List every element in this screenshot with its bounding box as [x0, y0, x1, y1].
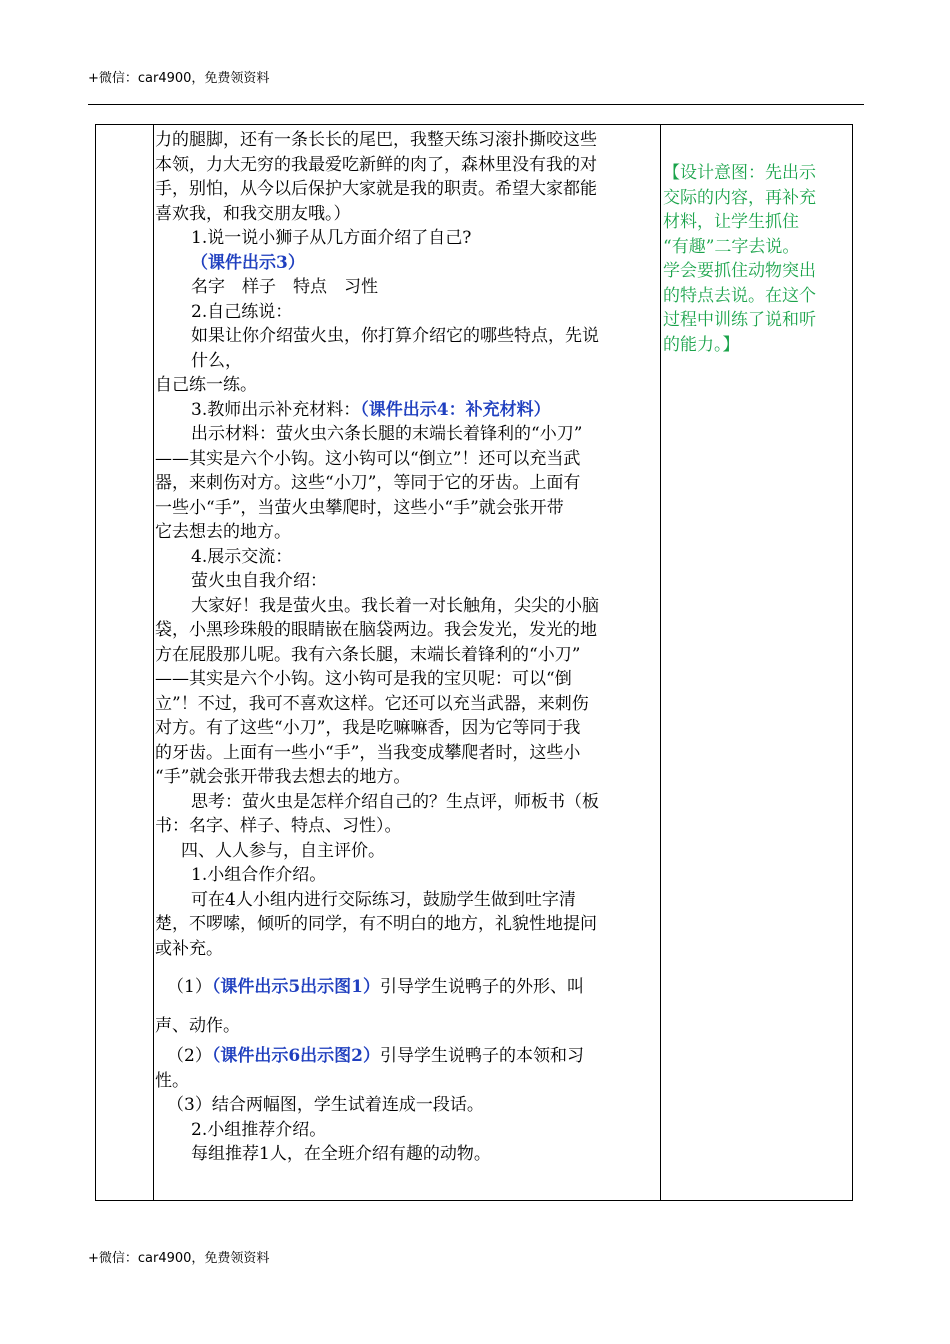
text-line: 一些小“手”，当萤火虫攀爬时，这些小“手”就会张开带	[155, 497, 564, 518]
teaching-process-cell	[155, 128, 655, 1167]
activity-3: （3）结合两幅图，学生试着连成一段话。	[167, 1095, 484, 1115]
text-line: 性。	[155, 1070, 189, 1091]
table-column-divider-1	[153, 124, 154, 1201]
text-line: 什么，	[191, 350, 242, 371]
text-line: ——其实是六个小钩。这小钩可是我的宝贝呢：可以“倒	[155, 669, 572, 689]
text-line: 方在屁股那儿呢。我有六条长腿，末端长着锋利的“小刀”	[155, 644, 581, 665]
activity-2	[155, 1044, 655, 1069]
text-line: 声、动作。	[155, 1015, 240, 1036]
text-line: 立”！不过，我可不喜欢这样。它还可以充当武器，来刺伤	[155, 693, 589, 714]
table-column-divider-2	[660, 124, 661, 1201]
note-line: “有趣”二字去说。	[663, 236, 800, 257]
note-line: 【设计意图：先出示	[663, 163, 816, 183]
text-line: 萤火虫自我介绍：	[191, 571, 327, 591]
courseware-note-6: （课件出示6出示图2）	[211, 1046, 380, 1066]
text-line: 出示材料：萤火虫六条长腿的末端长着锋利的“小刀”	[191, 424, 583, 444]
text-line: 可在4人小组内进行交际练习，鼓励学生做到吐字清	[191, 889, 576, 910]
text-line: ——其实是六个小钩。这小钩可以“倒立”！还可以充当武	[155, 448, 581, 469]
section-4-heading: 四、人人参与，自主评价。	[181, 840, 385, 861]
step-3-heading	[155, 398, 655, 423]
step-3-label: 3.教师出示补充材料：	[191, 399, 361, 420]
activity-1	[155, 975, 655, 1000]
text-line: 1.小组合作介绍。	[191, 865, 327, 885]
step-2-heading: 2.自己练说：	[191, 301, 293, 322]
text-line: 手，别怕，从今以后保护大家就是我的职责。希望大家都能	[155, 179, 597, 199]
text-line: 楚，不啰嗦，倾听的同学，有不明白的地方，礼貌性地提问	[155, 914, 597, 934]
courseware-note-5: （课件出示5出示图1）	[211, 977, 380, 997]
courseware-note-3: （课件出示3）	[191, 252, 305, 273]
design-intent-cell	[663, 161, 851, 357]
footer-watermark-text: +微信：car4900，免费领资料	[88, 1251, 270, 1266]
text-line: 书：名字、样子、特点、习性）。	[155, 816, 402, 836]
text-line: 2.小组推荐介绍。	[191, 1119, 327, 1140]
text-line: 本领，力大无穷的我最爱吃新鲜的肉了，森林里没有我的对	[155, 154, 597, 175]
question-1: 1.说一说小狮子从几方面介绍了自己?	[191, 228, 472, 248]
note-line: 的能力。】	[663, 334, 740, 355]
courseware-note-4: （课件出示4：补充材料）	[360, 399, 551, 420]
activity-2-number: （2）	[167, 1046, 212, 1066]
step-4-heading: 4.展示交流：	[191, 546, 293, 567]
text-line: 力的腿脚，还有一条长长的尾巴，我整天练习滚扑撕咬这些	[155, 130, 597, 150]
text-line: 对方。有了这些“小刀”，我是吃嘛嘛香，因为它等同于我	[155, 718, 581, 738]
text-line: 自己练一练。	[155, 375, 257, 395]
note-line: 材料，让学生抓住	[663, 212, 799, 232]
keyword-list: 名字 样子 特点 习性	[191, 277, 378, 297]
text-line: 每组推荐1人，在全班介绍有趣的动物。	[191, 1144, 491, 1164]
text-line: 的牙齿。上面有一些小“手”，当我变成攀爬者时，这些小	[155, 742, 581, 763]
note-line: 过程中训练了说和听	[663, 310, 816, 330]
note-line: 学会要抓住动物突出	[663, 261, 816, 281]
text-line: 器，来刺伤对方。这些“小刀”，等同于它的牙齿。上面有	[155, 473, 581, 493]
note-line: 的特点去说。在这个	[663, 285, 816, 306]
header-rule	[88, 104, 864, 105]
text-line: 大家好！我是萤火虫。我长着一对长触角，尖尖的小脑	[191, 595, 599, 616]
text-line: 或补充。	[155, 938, 223, 959]
text-line: 喜欢我，和我交朋友哦。）	[155, 203, 351, 224]
text-line: 它去想去的地方。	[155, 522, 291, 542]
note-line: 交际的内容，再补充	[663, 187, 816, 208]
activity-1-text: 引导学生说鸭子的外形、叫	[380, 977, 584, 997]
header-watermark-text: +微信：car4900，免费领资料	[88, 71, 270, 86]
text-line: 思考：萤火虫是怎样介绍自己的？生点评，师板书（板	[191, 791, 599, 812]
text-line: 袋，小黑珍珠般的眼睛嵌在脑袋两边。我会发光，发光的地	[155, 620, 597, 640]
text-line: 如果让你介绍萤火虫，你打算介绍它的哪些特点，先说	[191, 326, 599, 346]
activity-2-text: 引导学生说鸭子的本领和习	[380, 1046, 584, 1066]
text-line: “手”就会张开带我去想去的地方。	[155, 767, 411, 787]
activity-1-number: （1）	[167, 977, 212, 997]
